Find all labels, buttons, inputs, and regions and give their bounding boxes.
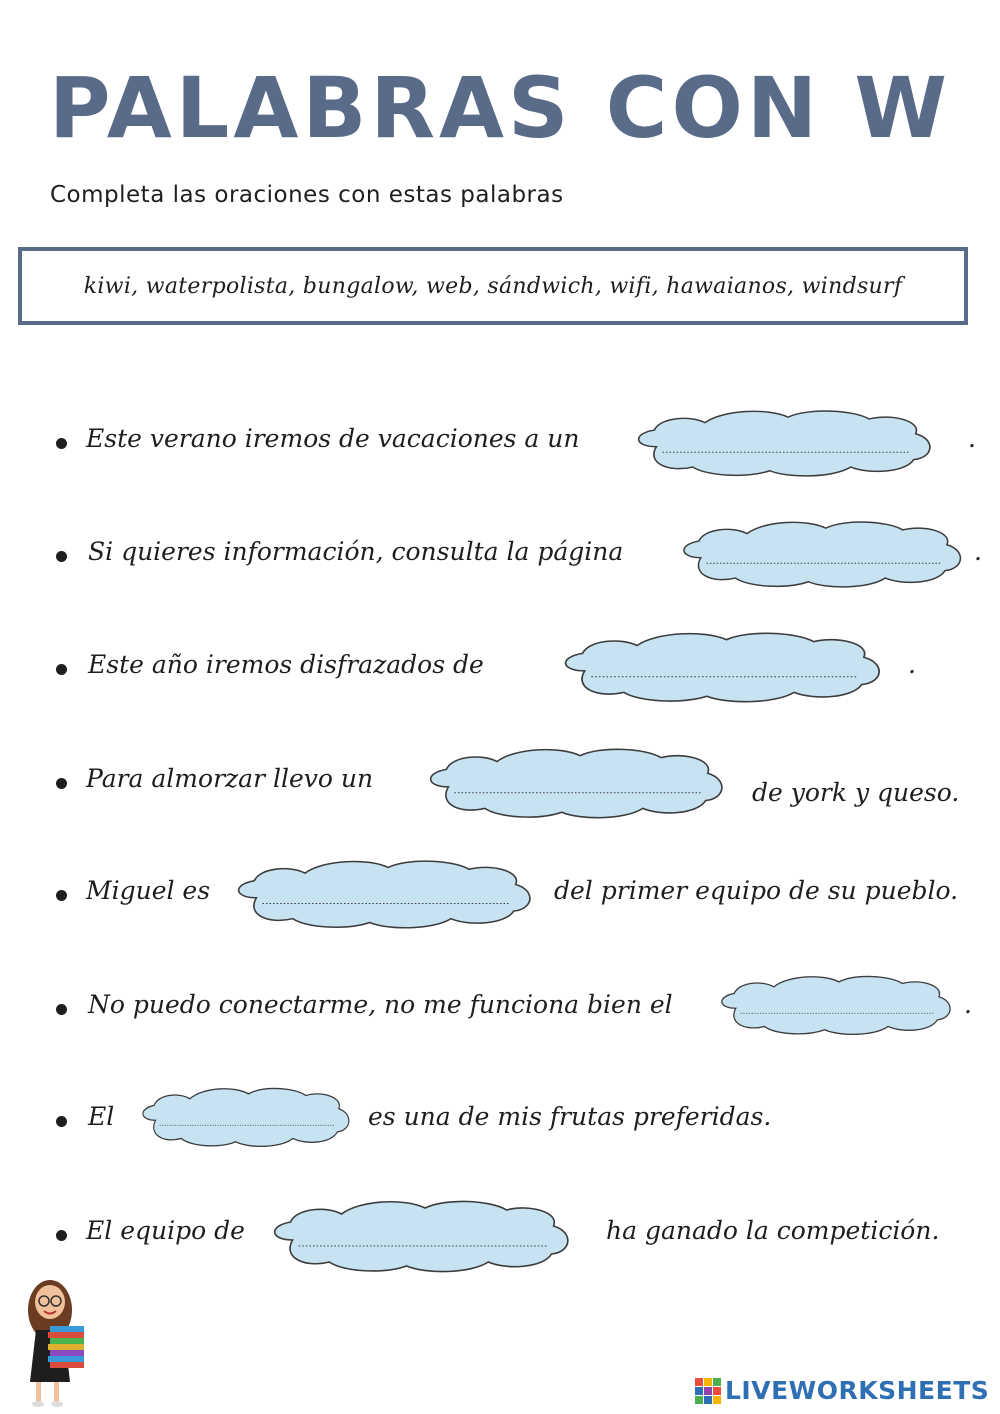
sentence-7 xyxy=(0,1080,1000,1160)
brand-name: LIVEWORKSHEETS xyxy=(725,1376,990,1405)
bullet xyxy=(56,778,67,789)
liveworksheets-icon xyxy=(695,1378,721,1404)
answer-cloud-8[interactable] xyxy=(262,1196,578,1276)
bullet xyxy=(56,890,67,901)
sentence-6-after: . xyxy=(964,990,972,1019)
bullet xyxy=(56,1116,67,1127)
sentence-6-before: No puedo conectarme, no me funciona bien el xyxy=(88,990,673,1019)
bullet xyxy=(56,664,67,675)
teacher-avatar-icon xyxy=(14,1270,94,1410)
word-bank-text: kiwi, waterpolista, bungalow, web, sándwich, wifi, hawaianos, windsurf xyxy=(83,273,903,299)
sentence-7-before: El xyxy=(88,1102,115,1131)
sentence-5 xyxy=(0,854,1000,934)
word-bank-box xyxy=(18,247,968,325)
sentence-1-after: . xyxy=(968,424,976,453)
sentence-2 xyxy=(0,515,1000,595)
bullet xyxy=(56,1230,67,1241)
answer-cloud-4[interactable] xyxy=(418,744,732,822)
sentence-1 xyxy=(0,402,1000,482)
sentence-4-after: de york y queso. xyxy=(752,778,960,807)
sentence-2-before: Si quieres información, consulta la página xyxy=(88,537,624,566)
page-title: PALABRAS CON W xyxy=(48,59,952,157)
sentence-6 xyxy=(0,968,1000,1048)
answer-cloud-5[interactable] xyxy=(226,856,540,932)
answer-cloud-6[interactable] xyxy=(712,972,958,1038)
answer-cloud-7[interactable] xyxy=(134,1084,356,1150)
sentence-2-after: . xyxy=(974,537,982,566)
sentence-8 xyxy=(0,1194,1000,1274)
answer-cloud-3[interactable] xyxy=(552,628,890,706)
sentence-1-before: Este verano iremos de vacaciones a un xyxy=(86,424,580,453)
bullet xyxy=(56,438,67,449)
sentence-5-before: Miguel es xyxy=(86,876,211,905)
sentence-5-after: del primer equipo de su pueblo. xyxy=(554,876,959,905)
sentence-3 xyxy=(0,628,1000,708)
sentence-3-before: Este año iremos disfrazados de xyxy=(88,650,484,679)
brand-logo xyxy=(695,1376,989,1405)
sentence-4 xyxy=(0,742,1000,822)
sentence-4-before: Para almorzar llevo un xyxy=(86,764,374,793)
bullet xyxy=(56,1004,67,1015)
answer-cloud-1[interactable] xyxy=(626,406,940,480)
instruction-text: Completa las oraciones con estas palabras xyxy=(50,182,564,208)
sentence-3-after: . xyxy=(908,650,916,679)
answer-cloud-2[interactable] xyxy=(672,517,970,591)
bullet xyxy=(56,551,67,562)
sentence-7-after: es una de mis frutas preferidas. xyxy=(368,1102,772,1131)
sentence-8-before: El equipo de xyxy=(86,1216,245,1245)
sentence-8-after: ha ganado la competición. xyxy=(606,1216,940,1245)
